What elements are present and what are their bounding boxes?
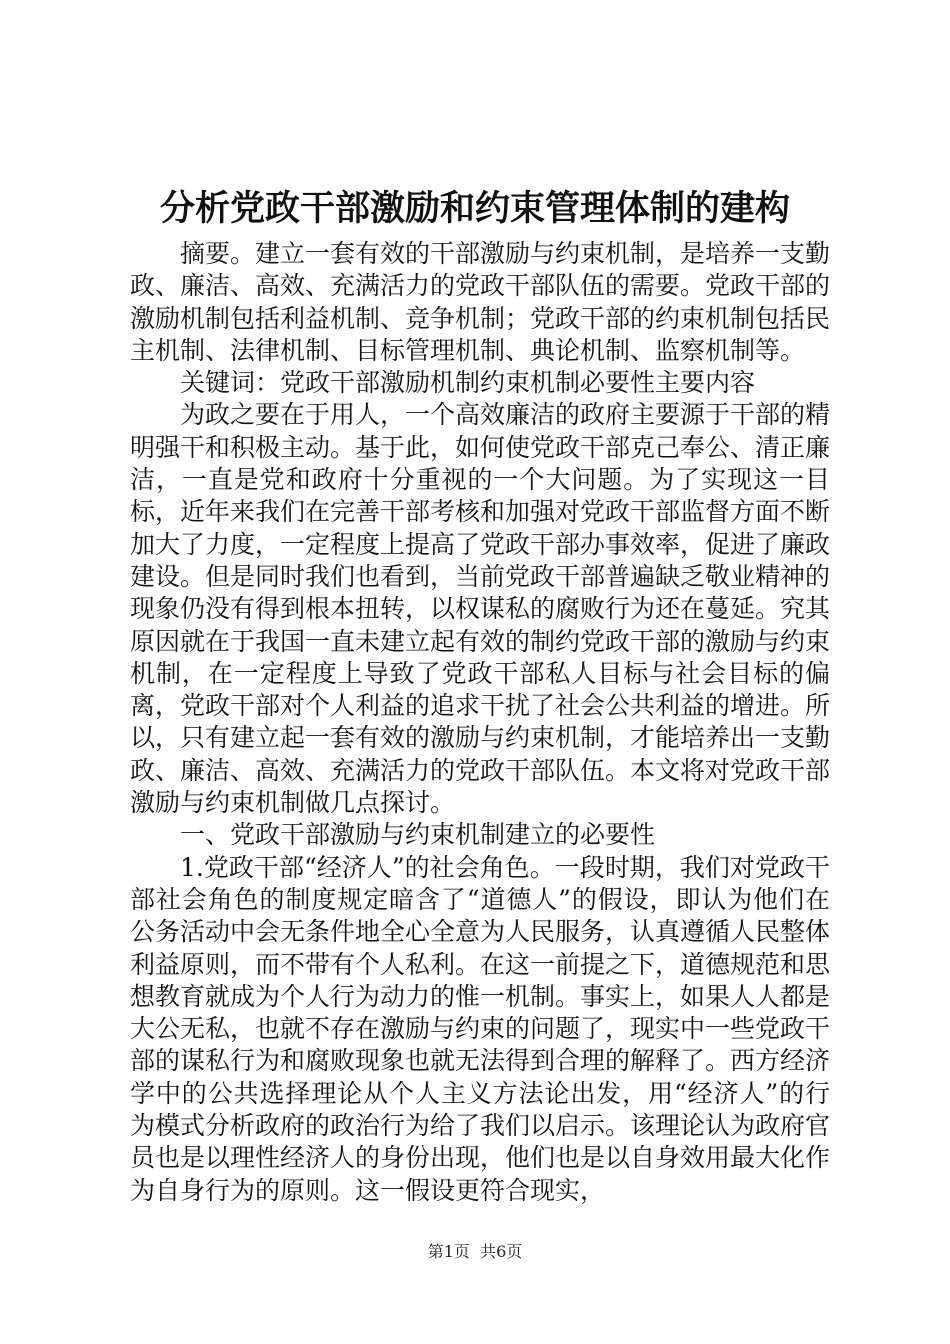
page-footer <box>0 1240 950 1264</box>
footer-separator <box>470 1242 480 1261</box>
page-total: 共6页 <box>480 1242 523 1261</box>
section-heading: 一、党政干部激励与约束机制建立的必要性 <box>180 820 656 850</box>
body-paragraph: 1.党政干部“经济人”的社会角色。一段时期，我们对党政干部社会角色的制度规定暗含了“道德人”的假设，即认为他们在公务活动中会无条件地全心全意为人民服务，认真遵循人民整体利益原则，而不带有个人私利。在这一前提之下，道德规范和思想教育就成为个人行为动力的惟一机制。事实上，如果人人都是大公无私，也就不存在激励与约束的问题了，现实中一些党政干部的谋私行为和腐败现象也就无法得到合理的解释了。西方经济学中的公共选择理论从个人主义方法论出发，用“经济人”的行为模式分析政府的政治行为给了我们以启示。该理论认为政府官员也是以理性经济人的身份出现，他们也是以自身效用最大化作为自身行为的原则。这一假设更符合现实， <box>130 852 831 1205</box>
intro-paragraph: 为政之要在于用人，一个高效廉洁的政府主要源于干部的精明强干和积极主动。基于此，如何使党政干部克己奉公、清正廉洁，一直是党和政府十分重视的一个大问题。为了实现这一目标，近年来我们在完善干部考核和加强对党政干部监督方面不断加大了力度，一定程度上提高了党政干部办事效率，促进了廉政建设。但是同时我们也看到，当前党政干部普遍缺乏敬业精神的现象仍没有得到根本扭转，以权谋私的腐败行为还在蔓延。究其原因就在于我国一直未建立起有效的制约党政干部的激励与约束机制，在一定程度上导致了党政干部私人目标与社会目标的偏离，党政干部对个人利益的追求干扰了社会公共利益的增进。所以，只有建立起一套有效的激励与约束机制，才能培养出一支勤政、廉洁、高效、充满活力的党政干部队伍。本文将对党政干部激励与约束机制做几点探讨。 <box>130 400 831 818</box>
document-title: 分析党政干部激励和约束管理体制的建构 <box>159 188 790 229</box>
page-number: 第1页 <box>427 1242 470 1261</box>
abstract-paragraph: 摘要。建立一套有效的干部激励与约束机制，是培养一支勤政、廉洁、高效、充满活力的党政干部队伍的需要。党政干部的激励机制包括利益机制、竞争机制；党政干部的约束机制包括民主机制、法律机制、目标管理机制、典论机制、监察机制等。 <box>130 239 831 365</box>
document-body <box>130 238 830 1207</box>
keywords-paragraph: 关键词：党政干部激励机制约束机制必要性主要内容 <box>180 368 756 398</box>
